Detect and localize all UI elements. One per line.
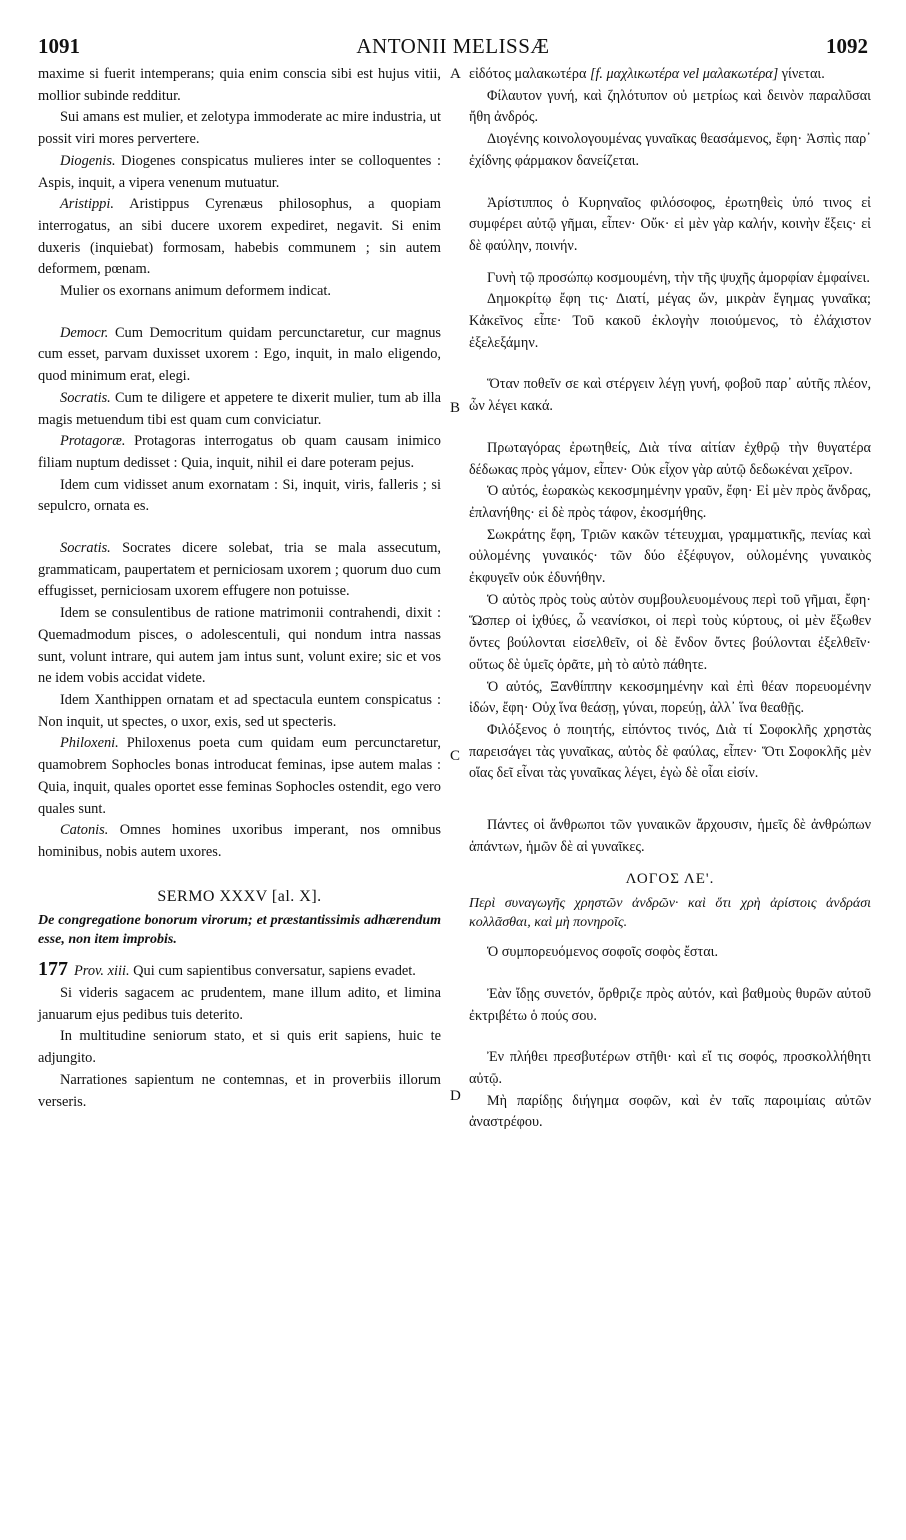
greek-para: Φιλόξενος ὁ ποιητής, εἰπόντος τινός, Διὰ τί Σοφοκλῆς χρηστὰς παρεισάγει τὰς γυναῖκας, αὐτὸς δὲ φαύλας, εἶπεν· Ὅτι Σοφοκλῆς μὲν οἵας δεῖ εἶναι τὰς γυναῖκας λέγει, ἐγὼ δὲ οἷαι εἰσίν. — [469, 721, 871, 782]
latin-text: Socrates dicere solebat, tria se mala assecutum, grammaticam, paupertatem et perniciosam uxorem ; quorum duo cum effugisset, perniciosam uxorem effugere non potuisse. — [38, 540, 441, 600]
latin-column — [38, 64, 441, 1113]
latin-para: Idem cum vidisset anum exornatam : Si, inquit, viris, falleris ; si sepulcro, ornata es. — [38, 476, 441, 515]
margin-marker-a: A — [450, 66, 461, 82]
latin-para: Si videris sagacem ac prudentem, mane illum adito, et limina januarum ejus pedibus tuis deterito. — [38, 985, 441, 1023]
latin-text: Cum Democritum quidam percunctaretur, cur magnus cum esset, parvam duxisset uxorem : Ego, inquit, in malo eligendo, quod minimum erat, elegi. — [38, 324, 441, 385]
greek-para: Διογένης κοινολογουμένας γυναῖκας θεασάμενος, ἔφη· Ἀσπὶς παρ᾿ ἐχίδνης φάρμακον δανείζεται. — [469, 131, 871, 169]
latin-para — [38, 388, 441, 431]
running-title: ANTONII MELISSÆ — [356, 34, 550, 58]
logos-heading: ΛΟΓΟΣ ΛΕ'. — [625, 870, 715, 887]
latin-text: Cum te diligere et appetere te dixerit mulier, tum ab illa magis metuendum tibi est quam cum conviciatur. — [38, 389, 441, 428]
left-page-number: 1091 — [38, 34, 80, 58]
editorial-note: [f. μαχλικωτέρα vel μαλακωτέρα] — [589, 66, 779, 82]
sermo-subtitle: De congregatione bonorum virorum; et præstantissimis adhærendum esse, non item improbis. — [38, 913, 441, 948]
latin-text: Diogenes conspicatus mulieres inter se colloquentes : Aspis, inquit, a vipera venenum mutuatur. — [38, 152, 441, 191]
greek-para: Μὴ παρίδῃς διήγημα σοφῶν, καὶ ἐν ταῖς παροιμίαις αὐτῶν ἀναστρέφου. — [469, 1092, 871, 1131]
greek-para: Γυνὴ τῷ προσώπῳ κοσμουμένη, τὴν τῆς ψυχῆς ἀμορφίαν ἐμφαίνει. — [487, 269, 870, 286]
greek-para: Ἀρίστιππος ὁ Κυρηναῖος φιλόσοφος, ἐρωτηθεὶς ὑπό τινος εἰ συμφέρει αὐτῷ γῆμαι, εἶπεν· Οὔκ· εἰ μὲν γὰρ καλήν, κοινὴν ἕξεις· εἰ δὲ φαύλην, ποινήν. — [469, 194, 871, 254]
latin-text: Aristippus Cyrenæus philosophus, a quopiam interrogatus, an sibi ducere uxorem expediret, negavit. Si enim duxeris (inquiebat) formosam, habebis communem ; sin autem deformem, pœnam. — [38, 196, 441, 278]
greek-text: γίνεται. — [778, 66, 825, 82]
page-header — [38, 34, 868, 60]
latin-para — [38, 194, 441, 281]
latin-para: Idem se consulentibus de ratione matrimonii contrahendi, dixit : Quemadmodum pisces, o adolescentuli, qui nondum intra nassas sunt, volunt intrare, qui autem jam intus sunt, volunt exire; sic et vos ne idem vobis accidat videte. — [38, 605, 441, 687]
greek-para: Πάντες οἱ ἄνθρωποι τῶν γυναικῶν ἄρχουσιν, ἡμεῖς δὲ ἀνθρώπων ἁπάντων, ἡμῶν δὲ αἱ γυναῖκες. — [469, 817, 871, 855]
latin-text: Omnes homines uxoribus imperant, nos omnibus hominibus, nobis autem uxores. — [38, 822, 441, 860]
greek-para: Ὁ αὐτὸς πρὸς τοὺς αὐτὸν συμβουλευομένους περὶ τοῦ γῆμαι, ἔφη· Ὥσπερ οἱ ἰχθύες, ὦ νεανίσκοι, οἱ περὶ τοὺς κύρτους, οἱ μὲν ἔξωθεν ὄντες βούλονται εἰσελθεῖν, οἱ δὲ ἔνδον ὄντες βούλονται ἐξελθεῖν· οὕτως δὲ ὑμεῖς ὁρᾶτε, μὴ τὸ αὐτὸ πάθητε. — [469, 591, 871, 673]
margin-marker-b: B — [450, 400, 461, 416]
greek-para: Ἐν πλήθει πρεσβυτέρων στῆθι· καὶ εἴ τις σοφός, προσκολλήθητι αὐτῷ. — [469, 1049, 871, 1088]
greek-para: Ὁ αὐτός, Ξανθίππην κεκοσμημένην καὶ ἐπὶ θέαν πορευομένην ἰδών, ἔφη· Οὐχ ἵνα θεάσῃ, γύναι, πορεύῃ, ἀλλ᾿ ἵνα θεαθῇς. — [469, 678, 871, 717]
source-label: Catonis. — [60, 822, 109, 839]
greek-para: Ὅταν ποθεῖν σε καὶ στέργειν λέγῃ γυνή, φοβοῦ παρ᾿ αὐτῆς πλέον, ὧν λέγει κακά. — [469, 376, 871, 415]
latin-para: Narrationes sapientum ne contemnas, et in proverbiis illorum verseris. — [38, 1071, 441, 1110]
latin-para: Idem Xanthippen ornatam et ad spectacula euntem conspicatus : Non inquit, ut spectes, o uxor, exis, sed ut specteris. — [38, 691, 441, 730]
greek-para: Φίλαυτον γυνή, καὶ ζηλότυπον οὐ μετρίως καὶ δεινὸν παραλῦσαι ἤθη ἀνδρός. — [469, 87, 871, 126]
source-label: Diogenis. — [60, 152, 116, 169]
margin-marker-d: D — [450, 1088, 461, 1104]
greek-para — [469, 64, 871, 86]
latin-para: In multitudine seniorum stato, et si quis erit sapiens, huic te adjungito. — [38, 1028, 441, 1067]
latin-text: Philoxenus poeta cum quidam eum percunctaretur, quamobrem Sophocles bonas introducat feminas, ipse autem malas : Quia, inquit, quales oportet esse feminas Sophocles ostendit, ego vero quales sunt. — [38, 735, 441, 817]
sermo-heading: SERMO XXXV [al. X]. — [157, 887, 322, 905]
source-label: Aristippi. — [60, 196, 114, 213]
latin-para — [38, 431, 441, 474]
latin-para: Sui amans est mulier, et zelotypa immoderate ac mire industria, ut possit viri mores pervertere. — [38, 109, 441, 148]
greek-para: Ὁ συμπορευόμενος σοφοῖς σοφὸς ἔσται. — [487, 944, 718, 961]
latin-para — [38, 959, 441, 983]
source-label: Prov. xiii. — [74, 963, 130, 980]
latin-para — [38, 323, 441, 388]
latin-para — [38, 733, 441, 820]
latin-text: Protagoras interrogatus ob quam causam inimico filiam nuptum dedisset : Quia, inquit, nihil ei dare poteram pejus. — [38, 433, 441, 471]
source-label: Socratis. — [60, 389, 111, 406]
source-label: Philoxeni. — [60, 735, 119, 752]
greek-para: Ἐὰν ἴδῃς συνετόν, ὄρθριζε πρὸς αὐτόν, καὶ βαθμοὺς θυρῶν αὐτοῦ ἐκτριβέτω ὁ πούς σου. — [469, 985, 871, 1024]
section-number: 177 — [38, 958, 68, 981]
latin-para — [38, 820, 441, 863]
source-label: Socratis. — [60, 540, 111, 557]
greek-column — [469, 64, 871, 1134]
greek-para: Ὁ αὐτός, ἑωρακὼς κεκοσμημένην γραῦν, ἔφη· Εἰ μὲν πρὸς ἄνδρας, ἐπλανήθης· εἰ δὲ πρὸς τάφον, ἐκοσμήθης. — [469, 483, 871, 521]
latin-para — [38, 538, 441, 603]
source-label: Protagoræ. — [60, 433, 126, 450]
latin-para: maxime si fuerit intemperans; quia enim conscia sibi est hujus vitii, mollior subinde redditur. — [38, 66, 441, 104]
greek-para: Σωκράτης ἔφη, Τριῶν κακῶν τέτευχμαι, γραμματικῆς, πενίας καὶ οὐλομένης γυναικός· τῶν δύο ἐξέφυγον, οὐλομένης γυναικὸς ἐκφυγεῖν οὐκ ἐδυνήθην. — [469, 526, 871, 587]
latin-para: Mulier os exornans animum deformem indicat. — [60, 283, 331, 300]
greek-para: Πρωταγόρας ἐρωτηθείς, Διὰ τίνα αἰτίαν ἐχθρῷ τὴν θυγατέρα δέδωκας πρὸς γάμον, εἶπεν· Οὐκ εἶχον γὰρ αὐτῷ δεδωκέναι χεῖρον. — [469, 439, 871, 478]
logos-subtitle: Περὶ συναγωγῆς χρηστῶν ἀνδρῶν· καὶ ὅτι χρὴ ἀρίστοις ἀνδράσι κολλᾶσθαι, καὶ μὴ πονηροῖς. — [469, 896, 871, 931]
greek-text: εἰδότος μαλακωτέρα — [469, 66, 590, 82]
latin-para — [38, 151, 441, 194]
greek-para: Δημοκρίτῳ ἔφη τις· Διατί, μέγας ὤν, μικρὰν ἔγημας γυναῖκα; Κἀκεῖνος εἶπε· Τοῦ κακοῦ ἐκλογὴν ποιούμενος, τὸ ἐλάχιστον ἐξελεξάμην. — [469, 291, 871, 351]
right-page-number: 1092 — [826, 34, 868, 58]
margin-marker-c: C — [450, 748, 461, 764]
latin-text: Qui cum sapientibus conversatur, sapiens evadet. — [129, 963, 416, 980]
source-label: Democr. — [60, 324, 109, 341]
